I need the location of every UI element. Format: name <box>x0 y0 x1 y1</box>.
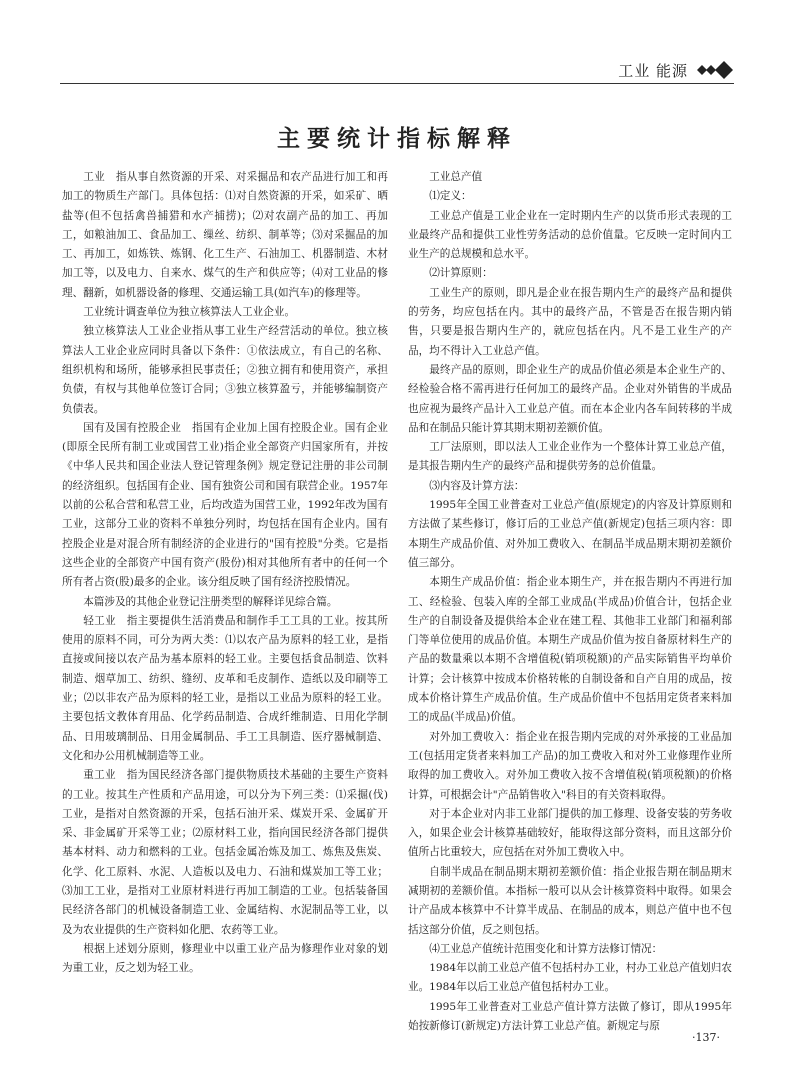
paragraph: 自制半成品在制品期末期初差额价值：指企业报告期在制品期末减期初的差额价值。本指标一般可以从会计核算资料中取得。如果会计产品成本核算中不计算半成品、在制品的成本，则总产值中也不包括这部分价值，反之则包括。 <box>408 865 732 936</box>
paragraph: ⑵计算原则： <box>429 267 493 280</box>
paragraph: 本期生产成品价值：指企业本期生产，并在报告期内不再进行加工、经检验、包装入库的全部工业成品(半成品)价值合计，包括企业生产的自制设备及提供给本企业在建工程、其他非工业部门和福利部门等单位使用的成品价值。本期生产成品价值为按自备原材料生产的产品的数量乘以本期不含增值税(销项税额)的产品实际销售平均单价计算；会计核算中按成本价格转帐的自制设备和自产自用的成品，按成本价格计算生产成品价值。生产成品价值中不包括用定货者来料加工的成品(半成品)价值。 <box>408 576 732 724</box>
paragraph: 1984年以前工业总产值不包括村办工业，村办工业总产值划归农业。1984年以后工业总产值包括村办工业。 <box>408 962 732 994</box>
paragraph: 工业总产值 <box>429 171 483 183</box>
paragraph: 1995年工业普查对工业总产值计算方法做了修订，即从1995年始按新修订(新规定)方法计算工业总产值。新规定与原 <box>408 1000 732 1033</box>
section-label: 工业 能源 <box>618 62 688 80</box>
page-number: ·137· <box>692 1031 720 1044</box>
page-title: 主要统计指标解释 <box>277 126 517 152</box>
paragraph: 对于本企业对内非工业部门提供的加工修理、设备安装的劳务收入，如果企业会计核算基础较好，能取得这部分资料，而且这部分价值所占比重较大，应包括在对外加工费收入中。 <box>408 807 732 859</box>
paragraph: 最终产品的原则，即企业生产的成品价值必须是本企业生产的、经检验合格不需再进行任何加工的最终产品。企业对外销售的半成品也应视为最终产品计入工业总产值。而在本企业内各车间转移的半成品和在制品只能计算其期末期初差额价值。 <box>408 363 732 434</box>
header-rule <box>60 83 734 84</box>
left-column <box>62 168 388 978</box>
paragraph: ⑷工业总产值统计范围变化和计算方法修订情况： <box>429 942 663 955</box>
paragraph: 轻工业 指主要提供生活消费品和制作手工工具的工业。按其所使用的原料不同，可分为两大类：⑴以农产品为原料的轻工业，是指直接或间接以农产品为基本原料的轻工业。主要包括食品制造、饮料制造、烟草加工、纺织、缝纫、皮革和毛皮制作、造纸以及印刷等工业；⑵以非农产品为原料的轻工业，是指以工业品为原料的轻工业。主要包括文教体育用品、化学药品制造、合成纤维制造、日用化学制品、日用玻璃制品、日用金属制品、手工工具制造、医疗器械制造、文化和办公用机械制造等工业。 <box>62 614 388 762</box>
right-column <box>408 168 732 1036</box>
paragraph: 根据上述划分原则，修理业中以重工业产品为修理作业对象的划为重工业，反之划为轻工业。 <box>62 942 388 975</box>
paragraph: 重工业 指为国民经济各部门提供物质技术基础的主要生产资料的工业。按其生产性质和产品用途，可以分为下列三类：⑴采掘(伐)工业，是指对自然资源的开采，包括石油开采、煤炭开采、金属矿开采、非金属矿开采等工业；⑵原材料工业，指向国民经济各部门提供基本材料、动力和燃料的工业。包括金属冶炼及加工、炼焦及焦炭、化学、化工原料、水泥、人造板以及电力、石油和煤炭加工等工业；⑶加工工业，是指对工业原材料进行再加工制造的工业。包括装备国民经济各部门的机械设备制造工业、金属结构、水泥制品等工业，以及为农业提供的生产资料如化肥、农药等工业。 <box>62 769 388 936</box>
paragraph: 对外加工费收入：指企业在报告期内完成的对外承接的工业品加工(包括用定货者来料加工产品)的加工费收入和对外工业修理作业所取得的加工费收入。对外加工费收入按不含增值税(销项税额)的价格计算，可根据会计"产品销售收入"科目的有关资料取得。 <box>408 730 732 801</box>
paragraph: 1995年全国工业普查对工业总产值(原规定)的内容及计算原则和方法做了某些修订，修订后的工业总产值(新规定)包括三项内容：即本期生产成品价值、对外加工费收入、在制品半成品期末期初差额价值三部分。 <box>408 499 732 569</box>
paragraph: 国有及国有控股企业 指国有企业加上国有控股企业。国有企业(即原全民所有制工业或国营工业)指企业全部资产归国家所有，并按《中华人民共和国企业法人登记管理条例》规定登记注册的非公司制的经济组织。包括国有企业、国有独资公司和国有联营企业。1957年以前的公私合营和私营工业，后均改造为国营工业，1992年改为国有工业，这部分工业的资料不单独分列时，均包括在国有企业内。国有控股企业是对混合所有制经济的企业进行的"国有控股"分类。它是指这些企业的全部资产中国有资产(股份)相对其他所有者中的任何一个所有者占资(股)最多的企业。该分组反映了国有经济控股情况。 <box>62 421 388 589</box>
diamond-ornament-icon <box>692 61 734 79</box>
paragraph: 工业 指从事自然资源的开采、对采掘品和农产品进行加工和再加工的物质生产部门。具体包括：⑴对自然资源的开采，如采矿、晒盐等(但不包括禽兽捕猎和水产捕捞)；⑵对农副产品的加工、再加工，如粮油加工、食品加工、缫丝、纺织、制革等；⑶对采掘品的加工、再加工，如炼铁、炼钢、化工生产、石油加工、机器制造、木材加工等，以及电力、自来水、煤气的生产和供应等；⑷对工业品的修理、翻新，如机器设备的修理、交通运输工具(如汽车)的修理等。 <box>62 171 388 299</box>
paragraph: ⑴定义： <box>429 190 472 203</box>
page-header <box>60 58 734 84</box>
paragraph: ⑶内容及计算方法： <box>429 479 525 492</box>
paragraph: 本篇涉及的其他企业登记注册类型的解释详见综合篇。 <box>83 595 338 608</box>
paragraph: 工业生产的原则，即凡是企业在报告期内生产的最终产品和提供的劳务，均应包括在内。其中的最终产品，不管是否在报告期内销售，只要是报告期内生产的，就应包括在内。凡不是工业生产的产品，均不得计入工业总产值。 <box>408 286 732 357</box>
paragraph: 工业统计调查单位为独立核算法人工业企业。 <box>83 306 296 319</box>
paragraph: 工厂法原则，即以法人工业企业作为一个整体计算工业总产值，是其报告期内生产的最终产品和提供劳务的总价值量。 <box>408 441 732 473</box>
paragraph: 独立核算法人工业企业指从事工业生产经营活动的单位。独立核算法人工业企业应同时具备以下条件：①依法成立，有自己的名称、组织机构和场所，能够承担民事责任；②独立拥有和使用资产，承担负债，有权与其他单位签订合同；③独立核算盈亏，并能够编制资产负债表。 <box>62 325 388 415</box>
paragraph: 工业总产值是工业企业在一定时期内生产的以货币形式表现的工业最终产品和提供工业性劳务活动的总价值量。它反映一定时间内工业生产的总规模和总水平。 <box>408 209 732 261</box>
